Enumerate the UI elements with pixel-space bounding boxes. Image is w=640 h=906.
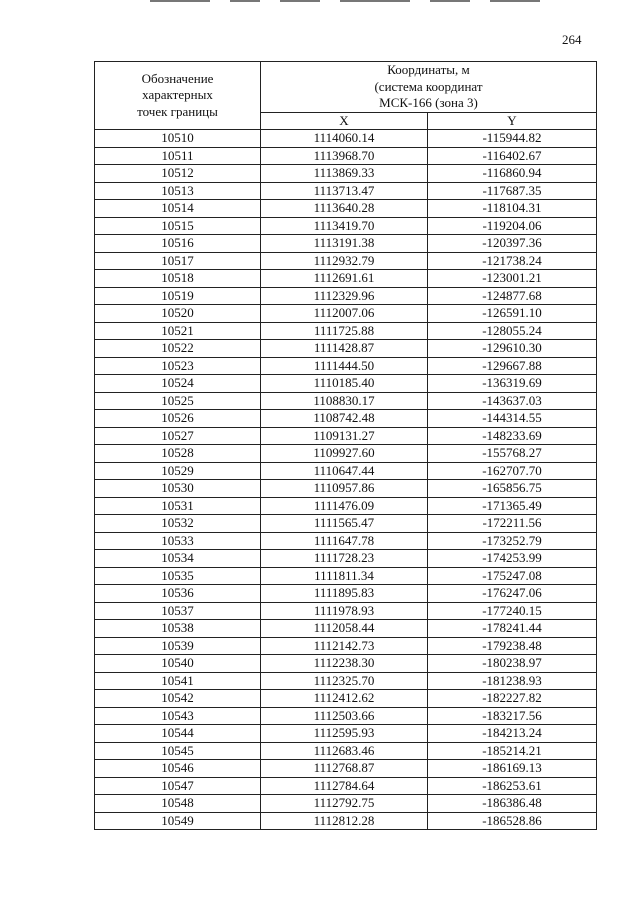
point-id-cell: 10530 [95,480,261,498]
x-coordinate-cell: 1111725.88 [261,322,428,340]
x-coordinate-cell: 1111978.93 [261,602,428,620]
y-coordinate-cell: -185214.21 [428,742,597,760]
point-id-cell: 10516 [95,235,261,253]
y-coordinate-cell: -175247.08 [428,567,597,585]
x-coordinate-cell: 1114060.14 [261,130,428,148]
table-row [95,130,597,148]
x-coordinate-cell: 1112792.75 [261,795,428,813]
table-row [95,602,597,620]
page-number: 264 [562,32,582,47]
point-id-cell: 10517 [95,252,261,270]
y-coordinate-cell: -178241.44 [428,620,597,638]
x-coordinate-cell: 1112691.61 [261,270,428,288]
table-row [95,270,597,288]
y-coordinate-cell: -186528.86 [428,812,597,830]
table-row [95,690,597,708]
table-row [95,375,597,393]
y-coordinate-cell: -172211.56 [428,515,597,533]
x-coordinate-cell: 1111444.50 [261,357,428,375]
point-id-cell: 10543 [95,707,261,725]
table-row [95,567,597,585]
point-id-cell: 10527 [95,427,261,445]
point-id-cell: 10532 [95,515,261,533]
y-coordinate-cell: -174253.99 [428,550,597,568]
point-id-cell: 10536 [95,585,261,603]
table-row [95,445,597,463]
x-coordinate-cell: 1108830.17 [261,392,428,410]
table-row [95,760,597,778]
table-row [95,585,597,603]
x-coordinate-cell: 1113640.28 [261,200,428,218]
y-coordinate-cell: -124877.68 [428,287,597,305]
point-id-cell: 10523 [95,357,261,375]
point-id-cell: 10533 [95,532,261,550]
y-coordinate-cell: -173252.79 [428,532,597,550]
table-row [95,515,597,533]
x-coordinate-cell: 1110647.44 [261,462,428,480]
y-coordinate-cell: -116860.94 [428,165,597,183]
y-coordinate-cell: -186169.13 [428,760,597,778]
table-row [95,305,597,323]
x-coordinate-cell: 1110185.40 [261,375,428,393]
point-id-cell: 10537 [95,602,261,620]
scan-edge-marks [150,0,590,4]
point-id-cell: 10513 [95,182,261,200]
y-coordinate-cell: -165856.75 [428,480,597,498]
y-coordinate-cell: -186253.61 [428,777,597,795]
y-coordinate-cell: -184213.24 [428,725,597,743]
table-row [95,182,597,200]
point-id-cell: 10511 [95,147,261,165]
x-column-header: X [261,112,428,130]
point-id-cell: 10548 [95,795,261,813]
table-row [95,742,597,760]
coords-header-line: (система координат [374,78,483,94]
table-row [95,165,597,183]
x-coordinate-cell: 1111895.83 [261,585,428,603]
y-coordinate-cell: -186386.48 [428,795,597,813]
x-coordinate-cell: 1111728.23 [261,550,428,568]
y-coordinate-cell: -143637.03 [428,392,597,410]
x-coordinate-cell: 1112142.73 [261,637,428,655]
table-row [95,672,597,690]
table-row [95,707,597,725]
table-header-row [95,62,597,113]
y-coordinate-cell: -177240.15 [428,602,597,620]
y-coordinate-cell: -118104.31 [428,200,597,218]
table-row [95,235,597,253]
coordinates-header [261,62,597,113]
y-coordinate-cell: -120397.36 [428,235,597,253]
x-coordinate-cell: 1112325.70 [261,672,428,690]
x-coordinate-cell: 1112412.62 [261,690,428,708]
x-coordinate-cell: 1113713.47 [261,182,428,200]
table-row [95,462,597,480]
x-coordinate-cell: 1111476.09 [261,497,428,515]
point-id-cell: 10549 [95,812,261,830]
point-id-cell: 10535 [95,567,261,585]
table-row [95,147,597,165]
point-id-cell: 10526 [95,410,261,428]
x-coordinate-cell: 1109131.27 [261,427,428,445]
point-header-line: Обозначение [141,70,214,86]
y-coordinate-cell: -180238.97 [428,655,597,673]
table-row [95,340,597,358]
point-id-cell: 10539 [95,637,261,655]
y-coordinate-cell: -182227.82 [428,690,597,708]
point-id-cell: 10542 [95,690,261,708]
y-coordinate-cell: -128055.24 [428,322,597,340]
point-id-cell: 10515 [95,217,261,235]
table-row [95,357,597,375]
x-coordinate-cell: 1111811.34 [261,567,428,585]
y-coordinate-cell: -155768.27 [428,445,597,463]
table-row [95,497,597,515]
table-row [95,777,597,795]
y-coordinate-cell: -129610.30 [428,340,597,358]
x-coordinate-cell: 1112932.79 [261,252,428,270]
y-coordinate-cell: -121738.24 [428,252,597,270]
x-coordinate-cell: 1112007.06 [261,305,428,323]
table-row [95,812,597,830]
point-id-cell: 10529 [95,462,261,480]
x-coordinate-cell: 1112768.87 [261,760,428,778]
point-id-cell: 10524 [95,375,261,393]
x-coordinate-cell: 1111428.87 [261,340,428,358]
point-id-cell: 10522 [95,340,261,358]
x-coordinate-cell: 1111647.78 [261,532,428,550]
y-coordinate-cell: -115944.82 [428,130,597,148]
y-coordinate-cell: -176247.06 [428,585,597,603]
y-coordinate-cell: -126591.10 [428,305,597,323]
point-id-cell: 10546 [95,760,261,778]
x-coordinate-cell: 1112683.46 [261,742,428,760]
table-row [95,550,597,568]
table-row [95,410,597,428]
point-id-cell: 10520 [95,305,261,323]
y-coordinate-cell: -116402.67 [428,147,597,165]
table-row [95,480,597,498]
point-id-cell: 10540 [95,655,261,673]
table-row [95,427,597,445]
x-coordinate-cell: 1108742.48 [261,410,428,428]
y-coordinate-cell: -136319.69 [428,375,597,393]
coords-header-line: МСК-166 (зона 3) [379,95,478,110]
y-column-header: Y [428,112,597,130]
coords-header-line: Координаты, м [387,62,470,77]
table-row [95,200,597,218]
point-header-line: характерных [142,87,213,103]
point-id-cell: 10545 [95,742,261,760]
table-row [95,252,597,270]
point-id-cell: 10528 [95,445,261,463]
point-id-cell: 10512 [95,165,261,183]
x-coordinate-cell: 1112503.66 [261,707,428,725]
y-coordinate-cell: -129667.88 [428,357,597,375]
table-row [95,392,597,410]
x-coordinate-cell: 1112784.64 [261,777,428,795]
x-coordinate-cell: 1112058.44 [261,620,428,638]
y-coordinate-cell: -162707.70 [428,462,597,480]
x-coordinate-cell: 1112595.93 [261,725,428,743]
point-id-cell: 10547 [95,777,261,795]
point-id-cell: 10534 [95,550,261,568]
y-coordinate-cell: -119204.06 [428,217,597,235]
point-id-cell: 10538 [95,620,261,638]
table-body [95,130,597,830]
table-row [95,532,597,550]
point-id-cell: 10525 [95,392,261,410]
y-coordinate-cell: -181238.93 [428,672,597,690]
x-coordinate-cell: 1113968.70 [261,147,428,165]
x-coordinate-cell: 1113191.38 [261,235,428,253]
y-coordinate-cell: -171365.49 [428,497,597,515]
table-row [95,287,597,305]
point-id-cell: 10519 [95,287,261,305]
y-coordinate-cell: -123001.21 [428,270,597,288]
y-coordinate-cell: -144314.55 [428,410,597,428]
x-coordinate-cell: 1109927.60 [261,445,428,463]
point-header-line: точек границы [137,103,218,119]
x-coordinate-cell: 1112238.30 [261,655,428,673]
coordinates-table [94,61,597,830]
point-id-cell: 10510 [95,130,261,148]
point-id-cell: 10518 [95,270,261,288]
point-id-cell: 10521 [95,322,261,340]
point-id-cell: 10531 [95,497,261,515]
point-designation-header [95,62,261,130]
x-coordinate-cell: 1113419.70 [261,217,428,235]
table-row [95,620,597,638]
point-id-cell: 10514 [95,200,261,218]
table-row [95,637,597,655]
x-coordinate-cell: 1111565.47 [261,515,428,533]
point-id-cell: 10544 [95,725,261,743]
table-row [95,655,597,673]
y-coordinate-cell: -179238.48 [428,637,597,655]
table-row [95,217,597,235]
x-coordinate-cell: 1112329.96 [261,287,428,305]
table-row [95,725,597,743]
x-coordinate-cell: 1113869.33 [261,165,428,183]
x-coordinate-cell: 1112812.28 [261,812,428,830]
y-coordinate-cell: -183217.56 [428,707,597,725]
table-row [95,795,597,813]
table-row [95,322,597,340]
point-id-cell: 10541 [95,672,261,690]
x-coordinate-cell: 1110957.86 [261,480,428,498]
y-coordinate-cell: -117687.35 [428,182,597,200]
y-coordinate-cell: -148233.69 [428,427,597,445]
